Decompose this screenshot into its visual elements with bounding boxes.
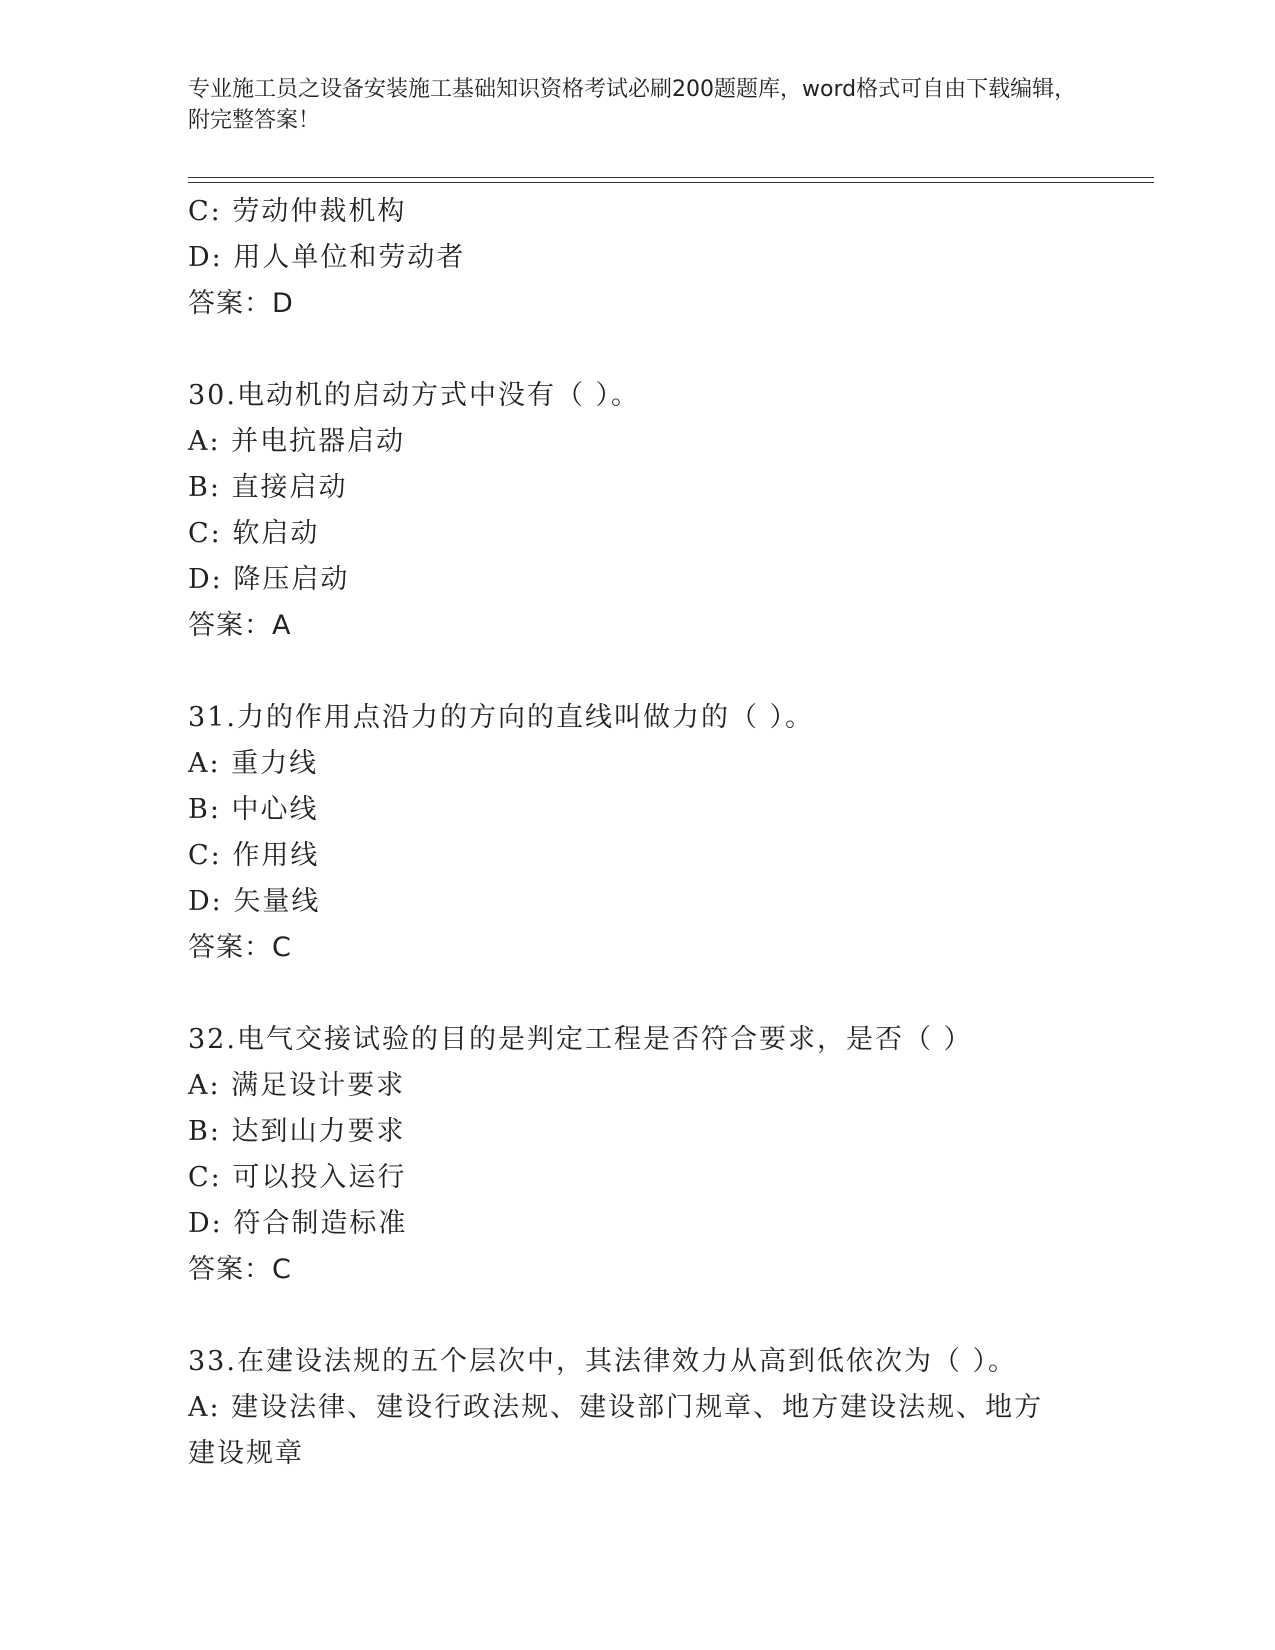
answer-line: 答案：C bbox=[188, 932, 292, 963]
spacer bbox=[188, 649, 1108, 695]
question-list bbox=[188, 189, 1108, 1477]
question-stem: 32.电气交接试验的目的是判定工程是否符合要求，是否（ ） bbox=[188, 1024, 973, 1055]
header-divider-bottom bbox=[188, 182, 1154, 183]
spacer bbox=[188, 327, 1108, 373]
option-line: B: 直接启动 bbox=[188, 472, 348, 503]
spacer bbox=[188, 971, 1108, 1017]
answer-line: 答案：C bbox=[188, 1254, 292, 1285]
option-line: A: 重力线 bbox=[188, 748, 319, 779]
answer-line: 答案：A bbox=[188, 610, 292, 641]
option-line: C: 可以投入运行 bbox=[188, 1162, 407, 1193]
document-header: 专业施工员之设备安装施工基础知识资格考试必刷200题题库，word格式可自由下载编辑，附完整答案！ bbox=[188, 77, 1077, 133]
option-line: C: 作用线 bbox=[188, 840, 320, 871]
option-line: D: 符合制造标准 bbox=[188, 1208, 408, 1239]
option-line: A: 满足设计要求 bbox=[188, 1070, 406, 1101]
question-stem: 33.在建设法规的五个层次中，其法律效力从高到低依次为（ ）。 bbox=[188, 1346, 1018, 1377]
option-line: C: 劳动仲裁机构 bbox=[188, 196, 407, 227]
spacer bbox=[188, 1293, 1108, 1339]
option-line: C: 软启动 bbox=[188, 518, 320, 549]
option-line: B: 中心线 bbox=[188, 794, 319, 825]
question-stem: 30.电动机的启动方式中没有（ ）。 bbox=[188, 380, 641, 411]
option-line: A: 并电抗器启动 bbox=[188, 426, 406, 457]
option-line: D: 矢量线 bbox=[188, 886, 321, 917]
option-line: B: 达到山力要求 bbox=[188, 1116, 406, 1147]
header-divider-top bbox=[188, 177, 1154, 178]
option-line: D: 用人单位和劳动者 bbox=[188, 242, 466, 273]
question-stem: 31.力的作用点沿力的方向的直线叫做力的（ ）。 bbox=[188, 702, 815, 733]
option-line: A: 建设法律、建设行政法规、建设部门规章、地方建设法规、地方建设规章 bbox=[188, 1392, 1044, 1469]
option-line: D: 降压启动 bbox=[188, 564, 350, 595]
answer-line: 答案：D bbox=[188, 288, 294, 319]
